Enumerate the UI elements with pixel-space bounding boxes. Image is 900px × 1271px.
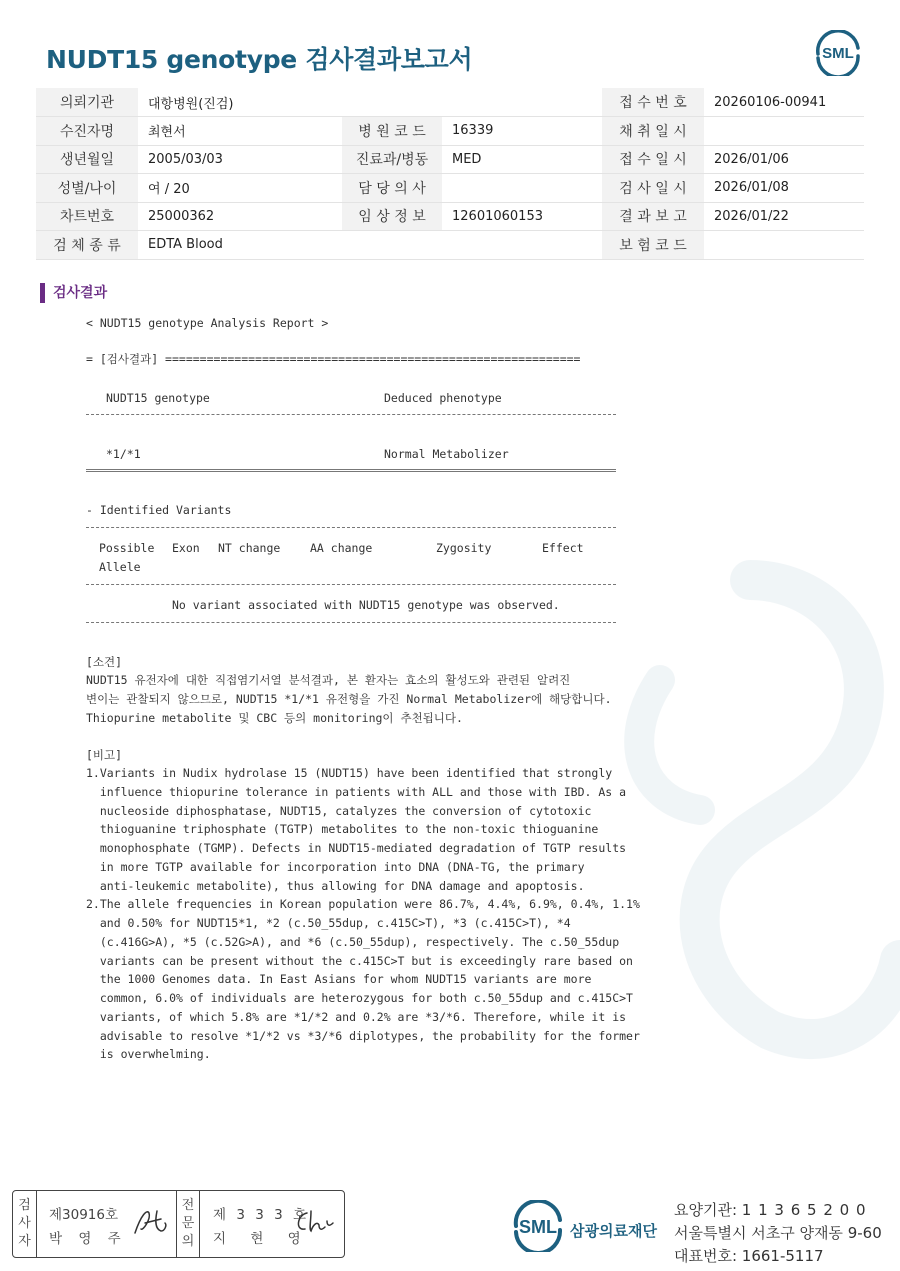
info-value: 대항병원(진검) [138, 88, 342, 117]
specialist-name: 지 현 영 [213, 1231, 311, 1247]
info-value: 2026/01/06 [704, 145, 864, 174]
remarks-line: nucleoside diphosphatase, NUDT15, catalyzes the conversion of cytotoxic [86, 804, 592, 818]
info-value: 여 / 20 [138, 174, 342, 203]
info-row [36, 202, 864, 231]
remarks-line: variants, of which 5.8% are *1/*2 and 0.2% are *3/*6. Therefore, while it is [86, 1010, 627, 1024]
org-name: 삼광의료재단 [570, 1222, 657, 1240]
info-value [704, 231, 864, 260]
variants-title: - Identified Variants [86, 503, 232, 517]
divider [86, 527, 616, 528]
footer-logo-text: SML [519, 1217, 557, 1237]
info-empty [342, 231, 442, 260]
info-label: 수진자명 [36, 117, 138, 146]
info-label: 접 수 번 호 [602, 88, 704, 117]
info-label: 병 원 코 드 [342, 117, 442, 146]
examiner-signature-icon [131, 1205, 171, 1239]
divider [86, 469, 616, 472]
remarks-line: the 1000 Genomes data. In East Asians for whom NUDT15 variants are more [86, 972, 592, 986]
info-label: 검 체 종 류 [36, 231, 138, 260]
genotype-value: *1/*1 [106, 447, 141, 461]
phone-number: 1661-5117 [741, 1247, 824, 1265]
address: 서울특별시 서초구 양재동 9-60 [674, 1224, 882, 1242]
phenotype-value: Normal Metabolizer [384, 447, 509, 461]
report-heading: < NUDT15 genotype Analysis Report > [86, 316, 329, 330]
remarks-line: influence thiopurine tolerance in patients with ALL and those with IBD. As a [86, 785, 627, 799]
info-label: 성별/나이 [36, 174, 138, 203]
remarks-line: variants can be present without the c.415C>T but is exceedingly rare based on [86, 954, 633, 968]
info-label: 생년월일 [36, 145, 138, 174]
info-row [36, 174, 864, 203]
variant-col: Exon [172, 541, 200, 555]
info-label: 접 수 일 시 [602, 145, 704, 174]
divider [86, 622, 616, 623]
info-row [36, 88, 864, 117]
section-title: 검사결과 [40, 283, 107, 303]
info-value [704, 117, 864, 146]
examiner-license-no: 제30916호 [49, 1207, 119, 1223]
remarks-line: 2.The allele frequencies in Korean population were 86.7%, 4.4%, 6.9%, 0.4%, 1.1% [86, 897, 640, 911]
info-label: 차트번호 [36, 202, 138, 231]
remarks-line: anti-leukemic metabolite), thus allowing for DNA damage and apoptosis. [86, 879, 585, 893]
remarks-line: monophosphate (TGMP). Defects in NUDT15-mediated degradation of TGTP results [86, 841, 627, 855]
info-label: 채 취 일 시 [602, 117, 704, 146]
care-code: 1 1 3 6 5 2 0 0 [741, 1201, 867, 1219]
info-row [36, 145, 864, 174]
specialist-license-no: 제 3 3 3 호 [213, 1207, 310, 1223]
info-value: 12601060153 [442, 202, 602, 231]
info-value: 20260106-00941 [704, 88, 864, 117]
examiner-label: 검 사 자 [13, 1191, 37, 1257]
remarks-line: thioguanine triphosphate (TGTP) metabolites to the non-toxic thioguanine [86, 822, 599, 836]
info-value: 2026/01/08 [704, 174, 864, 203]
info-label: 담 당 의 사 [342, 174, 442, 203]
patient-info-table [36, 88, 864, 260]
info-value: 16339 [442, 117, 602, 146]
specialist-label: 전 문 의 [176, 1191, 200, 1257]
info-row [36, 231, 864, 260]
remarks-line: common, 6.0% of individuals are heterozygous for both c.50_55dup and c.415C>T [86, 991, 633, 1005]
care-code-label: 요양기관: [674, 1201, 738, 1219]
info-label: 의뢰기관 [36, 88, 138, 117]
remarks-line: (c.416G>A), *5 (c.52G>A), and *6 (c.50_55dup), respectively. The c.50_55dup [86, 935, 620, 949]
info-value: 2026/01/22 [704, 202, 864, 231]
info-value: EDTA Blood [138, 231, 342, 260]
care-code-line [674, 1199, 867, 1220]
watermark-logo-icon [600, 560, 900, 1080]
signature-box [12, 1190, 345, 1258]
info-empty [442, 88, 602, 117]
variant-col: AA change [310, 541, 373, 555]
info-empty [442, 231, 602, 260]
variant-col: Zygosity [436, 541, 492, 555]
phone-line [674, 1245, 824, 1266]
report-title: NUDT15 genotype 검사결과보고서 [46, 45, 473, 74]
divider [86, 584, 616, 585]
opinion-line: 변이는 관찰되지 않으므로, NUDT15 *1/*1 유전형을 가진 Normal Metabolizer에 해당합니다. [86, 692, 612, 706]
variant-col: NT change [218, 541, 281, 555]
specialist-signature-icon [293, 1207, 339, 1237]
phone-label: 대표번호: [674, 1247, 738, 1265]
info-empty [342, 88, 442, 117]
info-value: 25000362 [138, 202, 342, 231]
info-label: 결 과 보 고 [602, 202, 704, 231]
opinion-line: NUDT15 유전자에 대한 직접염기서열 분석결과, 본 환자는 효소의 활성도와 관련된 알려진 [86, 673, 571, 687]
divider [86, 414, 616, 415]
remarks-title: [비고] [86, 748, 123, 762]
remarks-line: and 0.50% for NUDT15*1, *2 (c.50_55dup, c.415C>T), *3 (c.415C>T), *4 [86, 916, 571, 930]
info-value [442, 174, 602, 203]
remarks-line: 1.Variants in Nudix hydrolase 15 (NUDT15) have been identified that strongly [86, 766, 613, 780]
opinion-line: Thiopurine metabolite 및 CBC 등의 monitoring이 추천됩니다. [86, 711, 463, 725]
no-variant-text: No variant associated with NUDT15 genotype was observed. [172, 598, 560, 612]
variant-col-cont: Allele [99, 560, 141, 574]
info-label: 진료과/병동 [342, 145, 442, 174]
sml-logo-text: SML [822, 45, 854, 62]
remarks-line: in more TGTP available for incorporation into DNA (DNA-TG, the primary [86, 860, 585, 874]
variant-col: Possible [99, 541, 155, 555]
info-value: 최현서 [138, 117, 342, 146]
remarks-line: advisable to resolve *1/*2 vs *3/*6 diplotypes, the probability for the former [86, 1029, 640, 1043]
info-label: 보 험 코 드 [602, 231, 704, 260]
info-value: 2005/03/03 [138, 145, 342, 174]
info-value: MED [442, 145, 602, 174]
remarks-line: is overwhelming. [86, 1047, 211, 1061]
info-row [36, 117, 864, 146]
col-genotype: NUDT15 genotype [106, 391, 210, 405]
result-bar: = [검사결과] ============================================================ [86, 352, 581, 366]
info-label: 검 사 일 시 [602, 174, 704, 203]
variant-col: Effect [542, 541, 584, 555]
sml-logo-icon [812, 30, 864, 76]
opinion-title: [소견] [86, 655, 123, 669]
footer-sml-logo-icon [510, 1200, 565, 1252]
examiner-name: 박 영 주 [49, 1231, 127, 1247]
col-phenotype: Deduced phenotype [384, 391, 502, 405]
info-label: 임 상 정 보 [342, 202, 442, 231]
